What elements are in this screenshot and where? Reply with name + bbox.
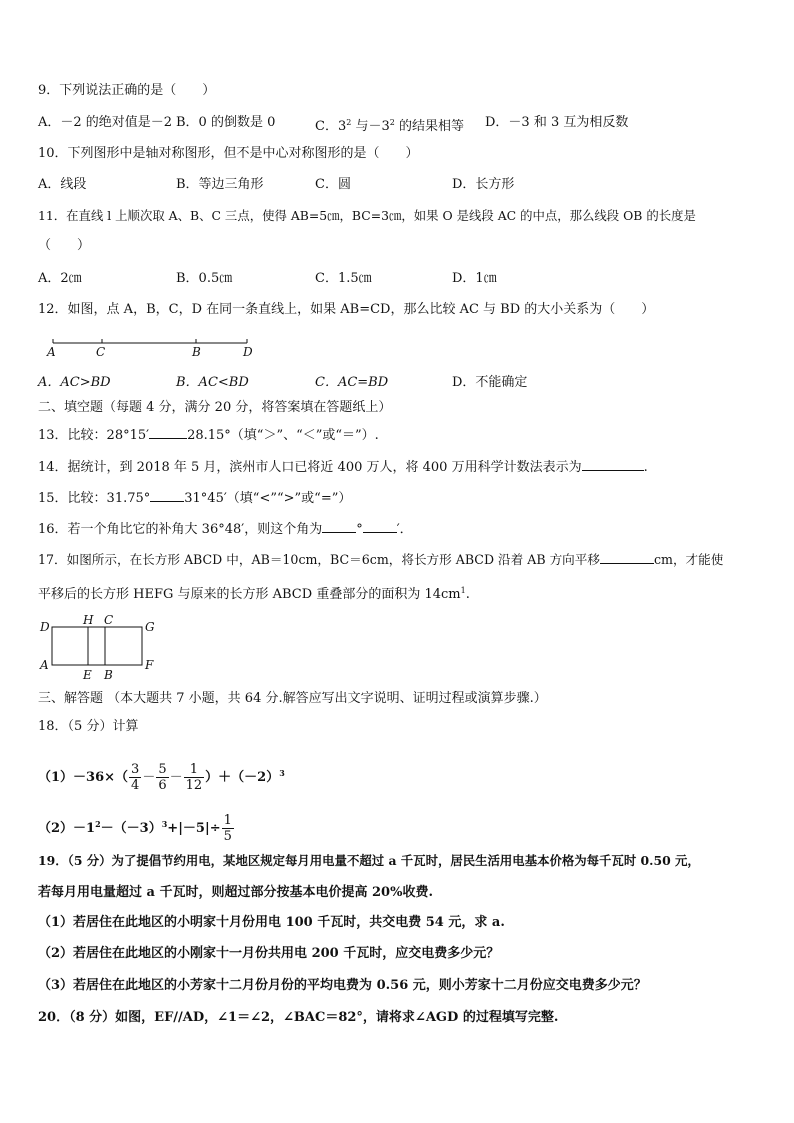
q13: 13．比较：28°15′ 28.15°（填“＞”、“＜”或“＝”）. bbox=[38, 425, 379, 445]
q11-option-b: B．0.5㎝ bbox=[176, 271, 233, 286]
q11-option-c: C．1.5㎝ bbox=[315, 271, 372, 286]
q9-option-d: D．－3 和 3 互为相反数 bbox=[485, 115, 629, 130]
q9-option-a: A．－2 的绝对值是－2 bbox=[38, 115, 173, 130]
q9-option-c: C．$3^2$ 与$-3^2$ 的结果相等 bbox=[315, 118, 464, 134]
fig-label-h: H bbox=[83, 613, 94, 627]
q10-stem: 10．下列图形中是轴对称图形，但不是中心对称图形的是（ ） bbox=[38, 146, 419, 161]
q12-option-a: A．AC>BD bbox=[38, 375, 111, 390]
q11-paren: （ ） bbox=[38, 238, 91, 253]
section-3-heading: 三、解答题 （本大题共 7 小题，共 64 分.解答应写出文字说明、证明过程或演算步骤.） bbox=[38, 691, 547, 706]
q17-blank bbox=[600, 550, 654, 564]
q12-option-b: B．AC<BD bbox=[176, 375, 249, 390]
fig-label-g: G bbox=[145, 620, 155, 634]
q12-option-c: C．AC=BD bbox=[315, 375, 389, 390]
q19-line2: 若每月用电量超过 a 千瓦时，则超过部分按基本电价提高 20%收费. bbox=[38, 885, 433, 900]
q19-part3: （3）若居住在此地区的小芳家十二月份月份的平均电费为 0.56 元，则小芳家十二月份应交电费多少元？ bbox=[38, 978, 647, 993]
q11-option-d: D．1㎝ bbox=[452, 271, 497, 286]
q18-stem: 18．（5 分）计算 bbox=[38, 719, 139, 734]
q16-blank-minutes bbox=[363, 519, 397, 533]
q19-part2: （2）若居住在此地区的小刚家十一月份共用电 200 千瓦时，应交电费多少元？ bbox=[38, 946, 500, 961]
q10-option-b: B．等边三角形 bbox=[176, 177, 264, 192]
q12-stem: 12．如图，点 A，B，C，D 在同一条直线上，如果 AB=CD，那么比较 AC 与 BD 的大小关系为（ ） bbox=[38, 302, 655, 317]
q13-blank bbox=[149, 425, 187, 439]
q14: 14．据统计，到 2018 年 5 月，滨州市人口已将近 400 万人，将 400 万用科学计数法表示为 . bbox=[38, 457, 648, 477]
fig-label-f: F bbox=[145, 658, 154, 672]
q10-option-c: C．圆 bbox=[315, 177, 351, 192]
q16-blank-degrees bbox=[322, 519, 356, 533]
q10-option-d: D．长方形 bbox=[452, 177, 515, 192]
q14-blank bbox=[582, 457, 644, 471]
q16: 16．若一个角比它的补角大 36°48′，则这个角为 ° ′． bbox=[38, 519, 413, 539]
q9-option-b: B．0 的倒数是 0 bbox=[176, 115, 276, 130]
q15: 15．比较：31.75° 31°45′（填“<”“>”或“=”） bbox=[38, 488, 351, 508]
q17-rectangle-figure bbox=[36, 610, 166, 682]
q19-part1: （1）若居住在此地区的小明家十月份用电 100 千瓦时，共交电费 54 元，求 a. bbox=[38, 915, 505, 930]
q11-stem: 11．在直线 l 上顺次取 A、B、C 三点，使得 AB=5㎝，BC=3㎝，如果 O 是线段 AC 的中点，那么线段 OB 的长度是 bbox=[38, 208, 696, 223]
fig-label-a: A bbox=[40, 658, 49, 672]
q11-option-a: A．2㎝ bbox=[38, 271, 82, 286]
q19-line1: 19．（5 分）为了提倡节约用电，某地区规定每月用电量不超过 a 千瓦时，居民生活用电基本价格为每千瓦时 0.50 元， bbox=[38, 853, 700, 868]
q17-line1: 17．如图所示，在长方形 ABCD 中，AB＝10cm，BC＝6cm，将长方形 ABCD 沿着 AB 方向平移 cm，才能使 bbox=[38, 552, 724, 567]
fig-label-d: D bbox=[40, 620, 50, 634]
fig-label-c: C bbox=[104, 613, 114, 627]
q9-stem: 9．下列说法正确的是（ ） bbox=[38, 83, 216, 98]
point-d-label: D bbox=[243, 345, 253, 359]
q12-option-d: D．不能确定 bbox=[452, 375, 528, 390]
fig-label-b: B bbox=[104, 668, 113, 682]
q18-part1: （1）－36×（ $\frac{3}{4}$ － $\frac{5}{6}$ － $\frac{1}{12}$ ）$+(-2)^3$ bbox=[38, 762, 285, 793]
section-2-heading: 二、填空题（每题 4 分，满分 20 分，将答案填在答题纸上） bbox=[38, 400, 392, 415]
q12-line-figure bbox=[44, 333, 264, 363]
point-b-label: B bbox=[192, 345, 201, 359]
fig-label-e: E bbox=[83, 668, 92, 682]
q20-stem: 20．（8 分）如图，EF//AD，∠1＝∠2，∠BAC＝82°，请将求∠AGD 的过程填写完整. bbox=[38, 1010, 559, 1025]
q15-blank bbox=[150, 488, 184, 502]
q18-part2: $(2)-1^2-(-3)^3+|-5|\div$ $\frac{1}{5}$ bbox=[38, 813, 232, 844]
q10-option-a: A．线段 bbox=[38, 177, 87, 192]
point-c-label: C bbox=[96, 345, 106, 359]
point-a-label: A bbox=[47, 345, 56, 359]
q17-line2: 平移后的长方形 HEFG 与原来的长方形 ABCD 重叠部分的面积为 $14cm^1$. bbox=[38, 586, 470, 602]
